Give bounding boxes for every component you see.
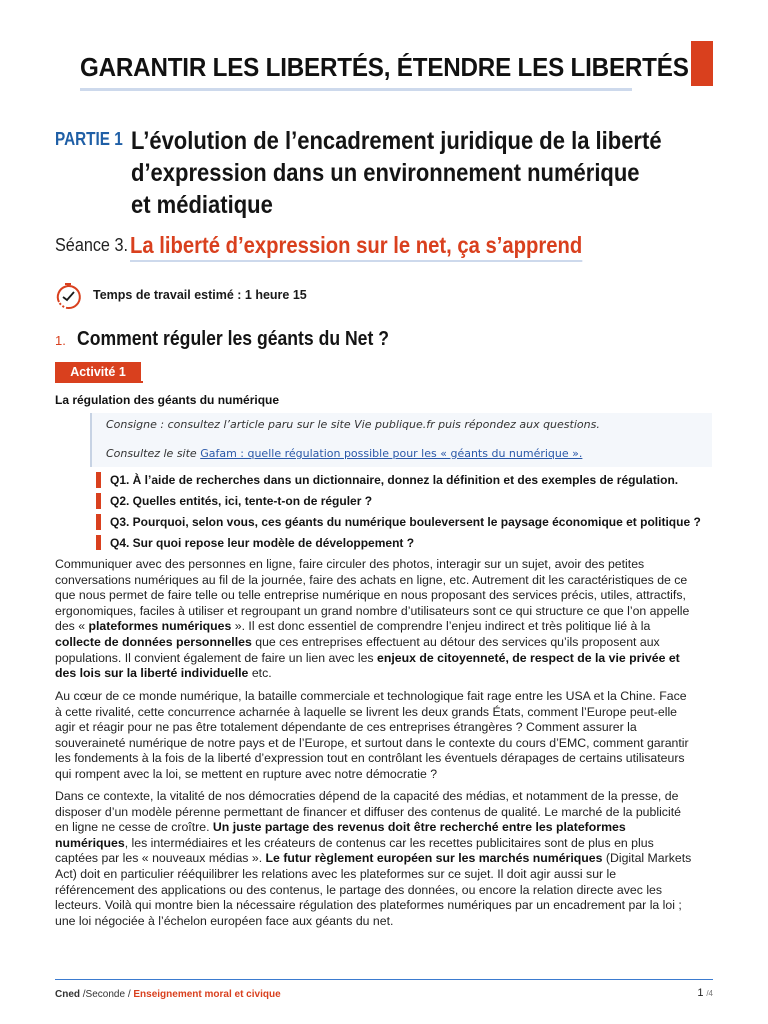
seance-label: Séance 3. bbox=[55, 235, 128, 255]
question-marker bbox=[96, 535, 101, 550]
accent-tab bbox=[691, 41, 713, 86]
bold-text: plateformes numériques bbox=[88, 619, 232, 634]
page-current: 1 bbox=[697, 987, 704, 999]
paragraph-text: etc. bbox=[248, 666, 272, 681]
bold-text: enjeux de citoyenneté, de respect de la vie privée et des lois sur la liberté individuelle bbox=[55, 650, 680, 681]
consult-prefix: Consultez le site bbox=[106, 447, 201, 460]
consigne-text: Consigne : consultez l’article paru sur le site Vie publique.fr puis répondez aux questions. bbox=[106, 418, 600, 431]
time-estimate: Temps de travail estimé : 1 heure 15 bbox=[93, 288, 307, 302]
activity-underline bbox=[55, 381, 143, 383]
footer-divider bbox=[55, 979, 713, 980]
paragraph-souverainete: Au cœur de ce monde numérique, la bataille commerciale et technologique fait rage entre les USA et la Chine. Face à cette rivalité, cette concurrence acharnée à laquelle se livrent les deux grands États, comment l’Europe peut-elle agir et réagir pour ne pas être totalement dépendante de ces entreprises étrangères ? Comment assurer la souveraineté numérique de notre pays et de l’Europe, et surtout dans le contexte du cours d’EMC, comment garantir les fondements à la fois de la liberté d’expression tout en contrôlant les éventuels dérapages de certains utilisateurs qui rompent avec la loi, se mettent en rupture avec notre démocratie ? bbox=[55, 689, 689, 781]
seance-heading bbox=[55, 232, 695, 258]
footer-level: /Seconde / bbox=[82, 989, 131, 1000]
header-underline bbox=[80, 88, 632, 91]
stopwatch-icon bbox=[53, 282, 83, 312]
footer-brand: Cned bbox=[55, 989, 80, 1000]
bold-text: Le futur règlement européen sur les marchés numériques bbox=[265, 851, 603, 866]
paragraph-text: ». Il est donc essentiel de comprendre l’enjeu indirect et très politique lié à la bbox=[231, 619, 651, 634]
partie-title-line: L’évolution de l’encadrement juridique de la liberté bbox=[131, 127, 662, 155]
page-total: /4 bbox=[706, 989, 713, 998]
question-item: Q1. À l’aide de recherches dans un dictionnaire, donnez la définition et des exemples de régulation. bbox=[110, 473, 679, 487]
question-marker bbox=[96, 472, 101, 488]
question-item: Q4. Sur quoi repose leur modèle de développement ? bbox=[110, 536, 415, 550]
footer-course: Enseignement moral et civique bbox=[133, 989, 281, 1000]
paragraph-text: , les intermédiaires et les créateurs de contenus car les recettes publicitaires sont de plus en plus captées par les « nouveaux médias ». bbox=[55, 835, 654, 866]
partie-title-line: d’expression dans un environnement numérique bbox=[131, 159, 640, 187]
activity-badge: Activité 1 bbox=[55, 362, 141, 383]
activity-subtitle: La régulation des géants du numérique bbox=[55, 393, 280, 407]
section-number: 1. bbox=[55, 333, 66, 348]
document-title: GARANTIR LES LIBERTÉS, ÉTENDRE LES LIBERTÉS bbox=[80, 52, 689, 82]
partie-label: PARTIE 1 bbox=[55, 129, 123, 149]
question-marker bbox=[96, 493, 101, 509]
question-marker bbox=[96, 514, 101, 530]
paragraph-text: Communiquer avec des personnes en ligne, faire circuler des photos, interagir sur un sujet, avoir des petites conversations numériques au fil de la journée, faire des achats en ligne, etc. Autrement dit les caractéristiques de ce que nous permet de faire telle ou telle entreprise numérique en nous proposant des services précis, utiles, attractifs, ergonomiques, faciles à utiliser et regroupant un grand nombre d’utilisateurs sont ce qui structure ce que l’on appelle des « bbox=[55, 557, 690, 634]
question-item: Q3. Pourquoi, selon vous, ces géants du numérique bouleversent le paysage économique et politique ? bbox=[110, 515, 701, 529]
page-number bbox=[697, 987, 713, 999]
bold-text: Un juste partage des revenus doit être recherché entre les plateformes numériques bbox=[55, 820, 626, 850]
paragraph-plateformes bbox=[55, 557, 695, 682]
paragraph-text: que ces entreprises effectuent au détour des services qu’ils proposent aux populations. Il convient également de faire un lien avec les bbox=[55, 634, 660, 665]
question-item: Q2. Quelles entités, ici, tente-t-on de réguler ? bbox=[110, 494, 373, 508]
document-header bbox=[80, 52, 689, 83]
paragraph-medias bbox=[55, 789, 695, 929]
section-title: Comment réguler les géants du Net ? bbox=[76, 328, 389, 350]
partie-title bbox=[131, 125, 662, 221]
partie-title-line: et médiatique bbox=[131, 191, 273, 219]
gafam-article-link[interactable]: Gafam : quelle régulation possible pour les « géants du numérique ». bbox=[200, 447, 583, 460]
consult-line bbox=[106, 447, 582, 460]
footer-credits bbox=[55, 989, 281, 1000]
bold-text: collecte de données personnelles bbox=[55, 634, 252, 649]
seance-title: La liberté d’expression sur le net, ça s’apprend bbox=[130, 232, 582, 262]
paragraph-text: (Digital Markets Act) doit en particulier rééquilibrer les relations avec les plateformes sur ce sujet. Il doit agir aussi sur le référencement des applications ou des contenus, le partage des données, ou encore la relation directe avec les lecteurs. Voilà qui montre bien la nécessaire régulation des plateformes numériques par un encadrement par la loi ; une loi négociée à l’échelon européen face aux géants du net. bbox=[55, 851, 692, 928]
section-heading bbox=[55, 328, 431, 351]
paragraph-text: Dans ce contexte, la vitalité de nos démocraties dépend de la capacité des médias, et notamment de la presse, de disposer d’un modèle pérenne permettant de financer et diffuser des contenus de qualité. Le marché de la publicité en ligne ne cesse de croître. bbox=[55, 789, 681, 835]
